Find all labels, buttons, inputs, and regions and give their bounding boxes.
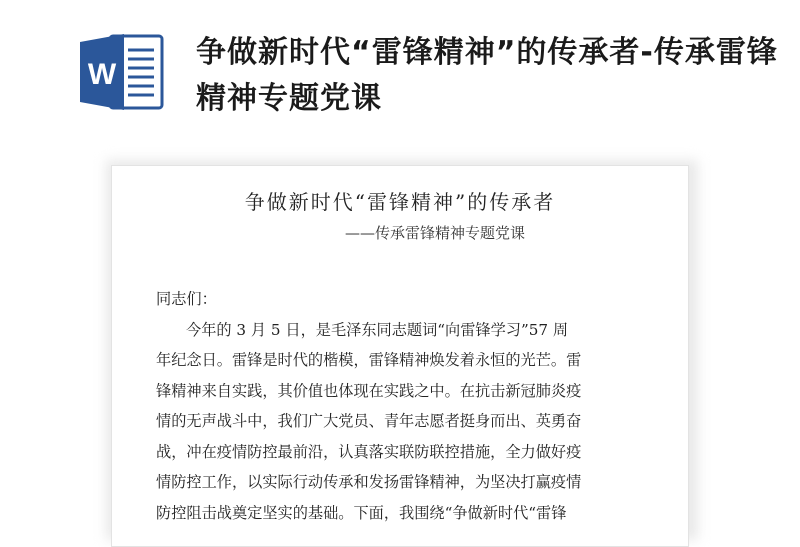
word-icon (76, 26, 168, 118)
body-line: 今年的 3 月 5 日，是毛泽东同志题词“向雷锋学习”57 周 (186, 320, 569, 339)
page-title: 争做新时代“雷锋精神”的传承者-传承雷锋精神专题党课 (196, 35, 778, 116)
word-icon-letter: W (87, 58, 117, 91)
document-page (111, 165, 689, 547)
body-line: 锋精神来自实践，其价值也体现在实践之中。在抗击新冠肺炎疫 (156, 381, 582, 400)
body-line: 情防控工作，以实际行动传承和发扬雷锋精神，为坚决打赢疫情 (156, 473, 582, 491)
header (0, 0, 800, 150)
document-title: 争做新时代“雷锋精神”的传承者 (244, 190, 556, 214)
body-line: 年纪念日。雷锋是时代的楷模，雷锋精神焕发着永恒的光芒。雷 (156, 351, 582, 369)
body-line: 情的无声战斗中，我们广大党员、青年志愿者挺身而出、英勇奋 (156, 412, 582, 430)
salutation: 同志们： (156, 290, 217, 308)
document-subtitle: ——传承雷锋精神专题党课 (344, 224, 525, 242)
body-line: 防控阻击战奠定坚实的基础。下面，我围绕“争做新时代“雷锋 (156, 503, 567, 522)
document-body (156, 284, 646, 528)
body-line: 战，冲在疫情防控最前沿，认真落实联防联控措施，全力做好疫 (156, 442, 582, 461)
